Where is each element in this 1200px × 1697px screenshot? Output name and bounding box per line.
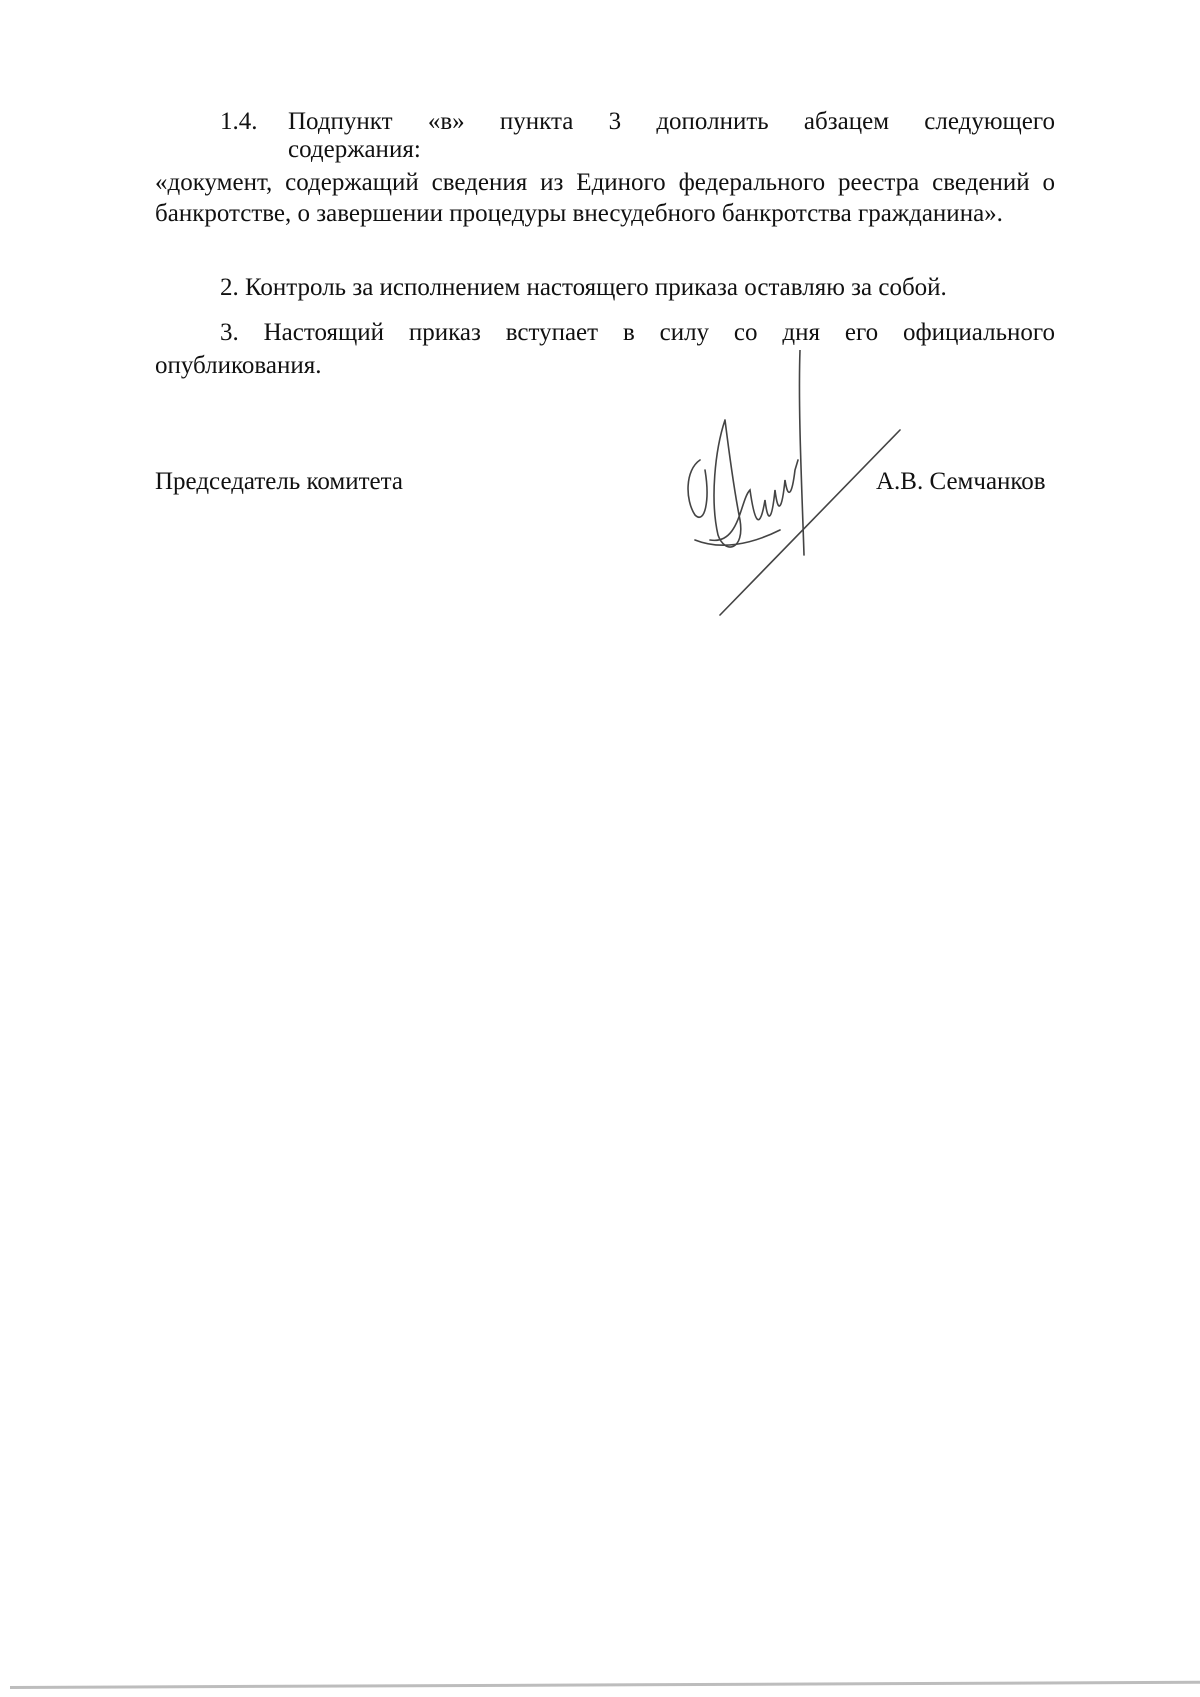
item-1-4-line: содержания: xyxy=(288,136,421,163)
signer-position: Председатель комитета xyxy=(155,468,403,495)
item-3-line: опубликования. xyxy=(155,352,322,379)
item-1-4-line: Подпункт «в» пункта 3 дополнить абзацем следующего xyxy=(288,108,1055,135)
item-2: 2. Контроль за исполнением настоящего приказа оставляю за собой. xyxy=(220,274,947,301)
item-3-line: 3. Настоящий приказ вступает в силу со дня его официального xyxy=(220,319,1055,346)
signer-name: А.В. Семчанков xyxy=(876,468,1046,495)
quote-line: банкротстве, о завершении процедуры внесудебного банкротства гражданина». xyxy=(155,200,1003,227)
signature xyxy=(680,350,920,630)
item-number: 1.4. xyxy=(220,108,258,135)
quote-line: «документ, содержащий сведения из Единого федерального реестра сведений о xyxy=(155,169,1055,196)
scan-edge-line xyxy=(10,1681,1200,1689)
